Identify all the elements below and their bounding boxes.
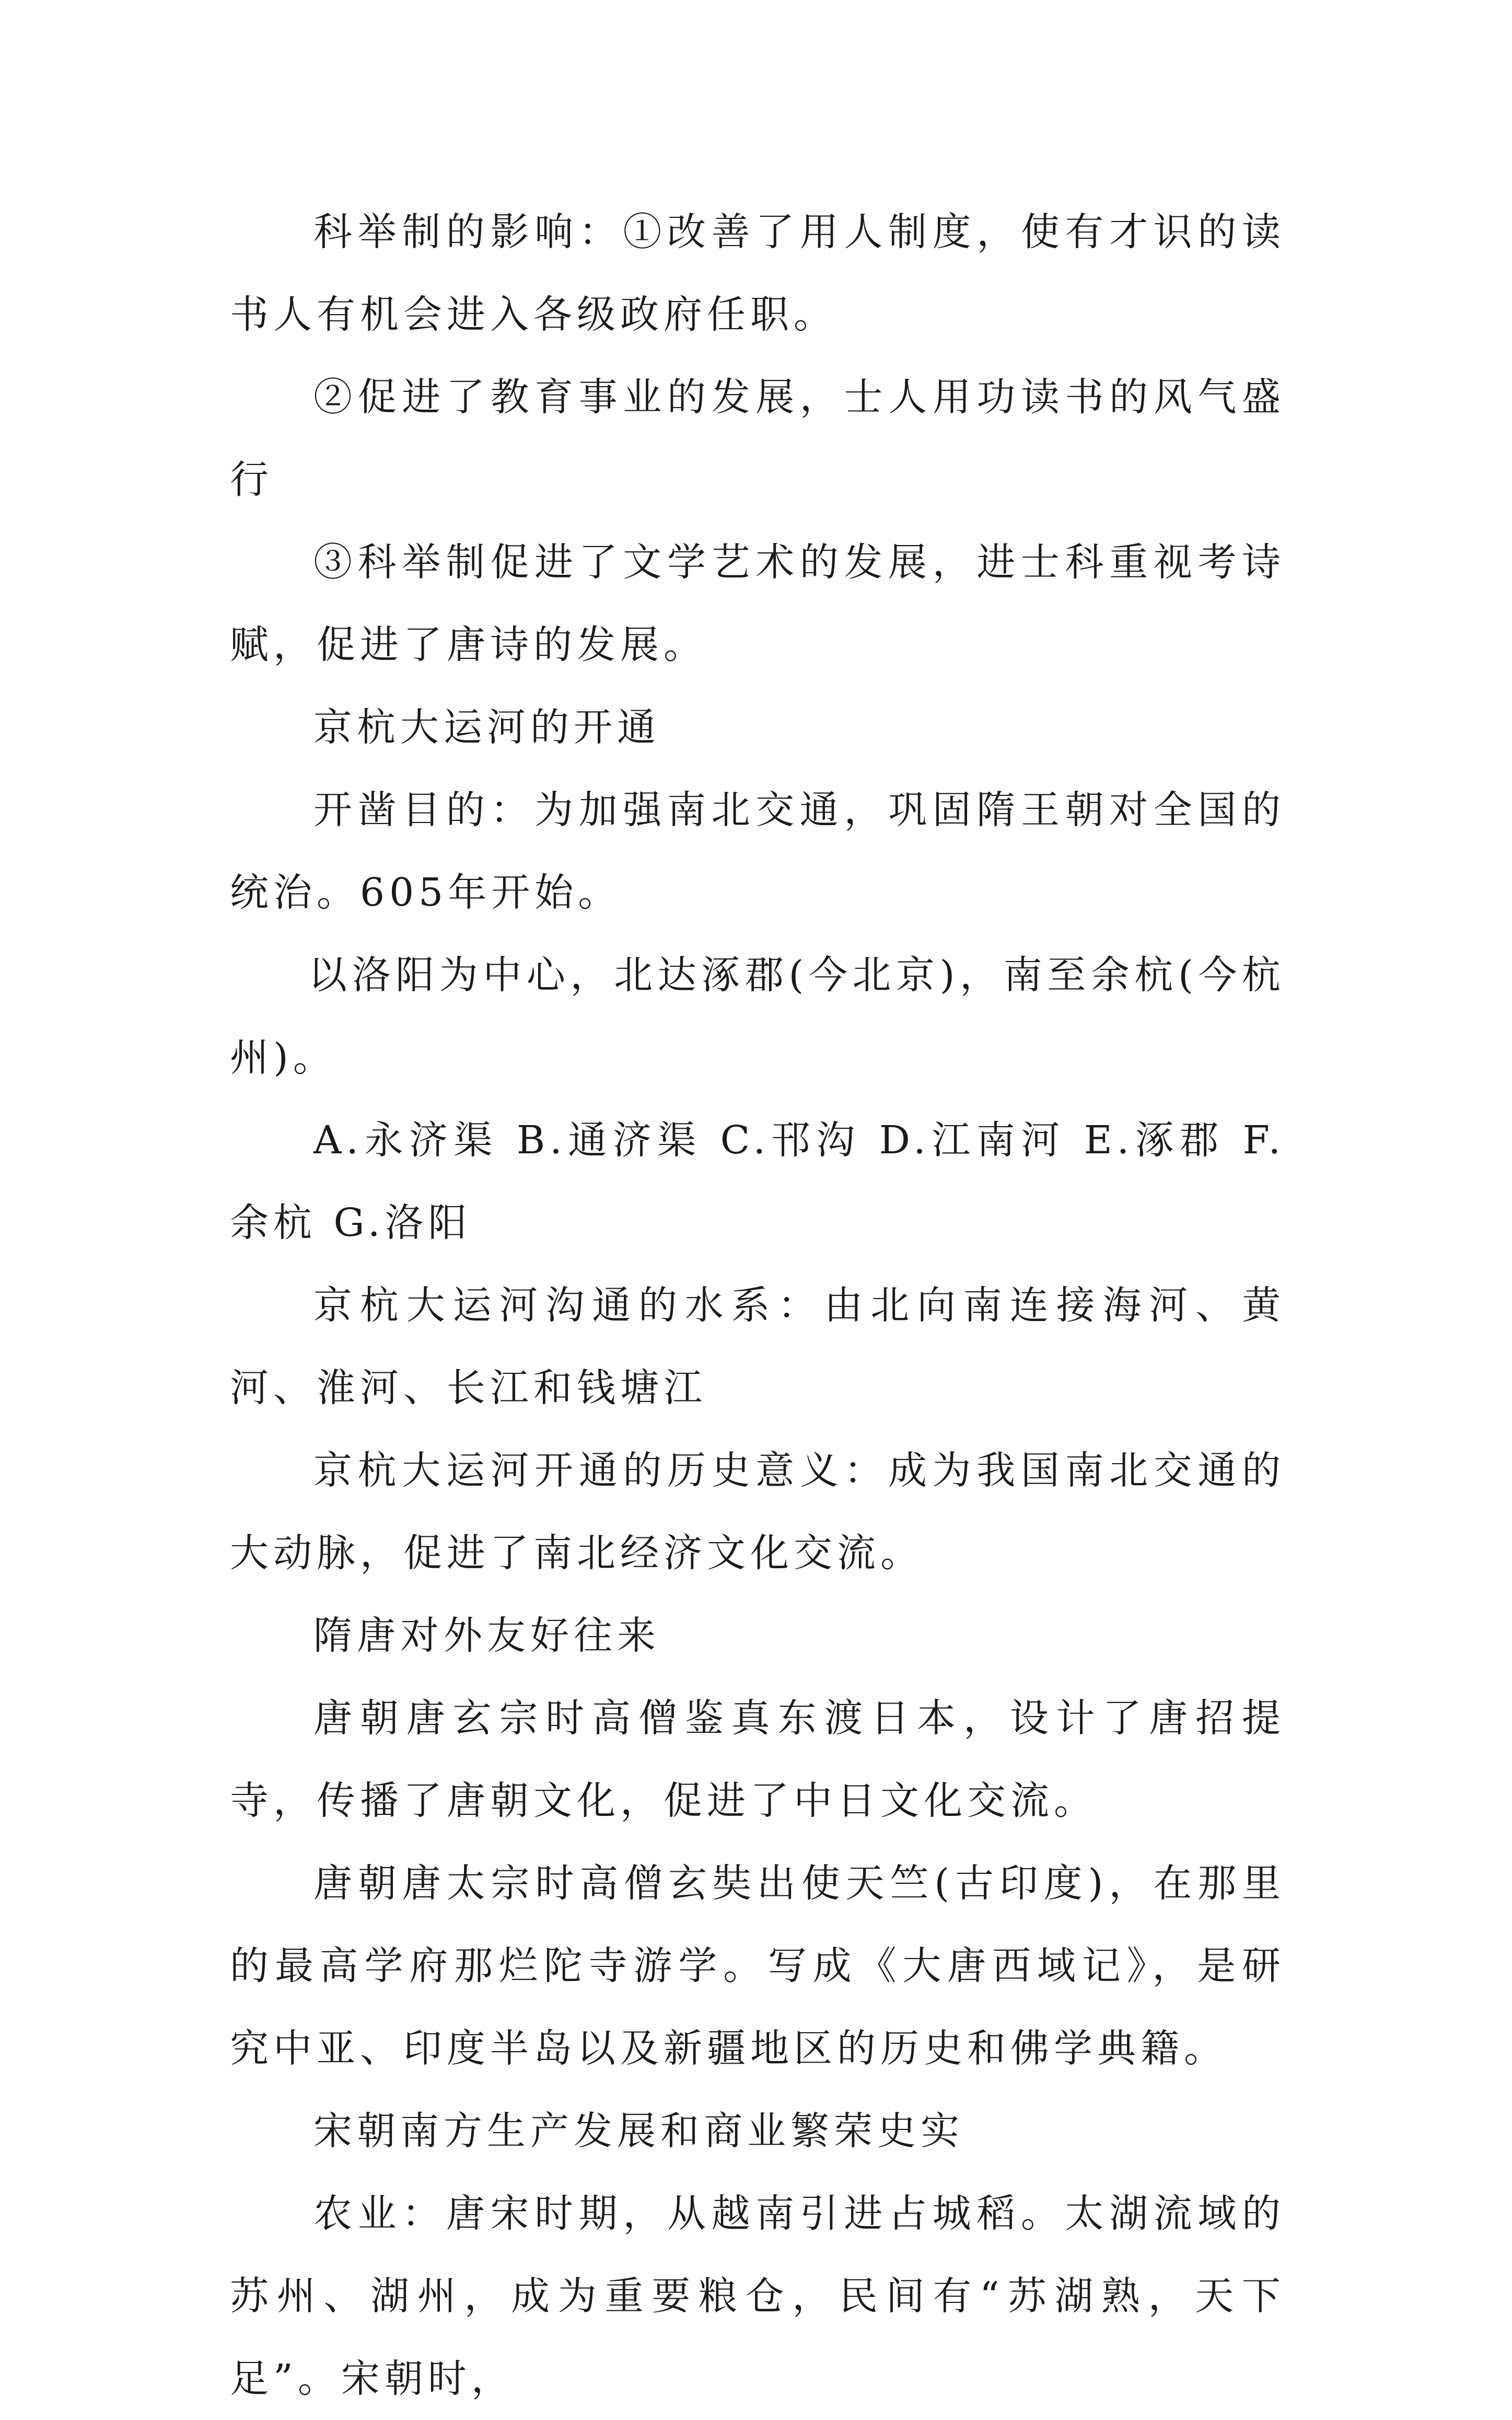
- paragraph-canal-map-legend: A.永济渠 B.通济渠 C.邗沟 D.江南河 E.涿郡 F.余杭 G.洛阳: [230, 1118, 1285, 1245]
- section-heading-grand-canal: 京杭大运河的开通: [313, 705, 660, 750]
- section-heading-foreign-relations: 隋唐对外友好往来: [313, 1613, 660, 1658]
- paragraph-literature: ③科举制促进了文学艺术的发展，进士科重视考诗赋，促进了唐诗的发展。: [230, 540, 1285, 667]
- paragraph-canal-significance: 京杭大运河开通的历史意义：成为我国南北交通的大动脉，促进了南北经济文化交流。: [230, 1448, 1285, 1576]
- paragraph-agriculture: 农业：唐宋时期，从越南引进占城稻。太湖流域的苏州、湖州，成为重要粮仓，民间有“苏湖熟，天下足”。宋朝时，: [230, 2191, 1285, 2401]
- paragraph-canal-water-systems: 京杭大运河沟通的水系：由北向南连接海河、黄河、淮河、长江和钱塘江: [230, 1283, 1285, 1410]
- section-heading-song-economy: 宋朝南方生产发展和商业繁荣史实: [313, 2109, 964, 2153]
- document-body: [230, 191, 1285, 2420]
- paragraph-canal-route: 以洛阳为中心，北达涿郡(今北京)，南至余杭(今杭州)。: [230, 953, 1285, 1080]
- paragraph-education: ②促进了教育事业的发展，士人用功读书的风气盛行: [230, 375, 1285, 502]
- paragraph-canal-purpose: 开凿目的：为加强南北交通，巩固隋王朝对全国的统治。605年开始。: [230, 788, 1285, 915]
- paragraph-keju-impact: 科举制的影响：①改善了用人制度，使有才识的读书人有机会进入各级政府任职。: [230, 210, 1285, 337]
- paragraph-jianzhen: 唐朝唐玄宗时高僧鉴真东渡日本，设计了唐招提寺，传播了唐朝文化，促进了中日文化交流。: [230, 1696, 1285, 1823]
- paragraph-xuanzang: 唐朝唐太宗时高僧玄奘出使天竺(古印度)，在那里的最高学府那烂陀寺游学。写成《大唐西域记》，是研究中亚、印度半岛以及新疆地区的历史和佛学典籍。: [230, 1861, 1285, 2071]
